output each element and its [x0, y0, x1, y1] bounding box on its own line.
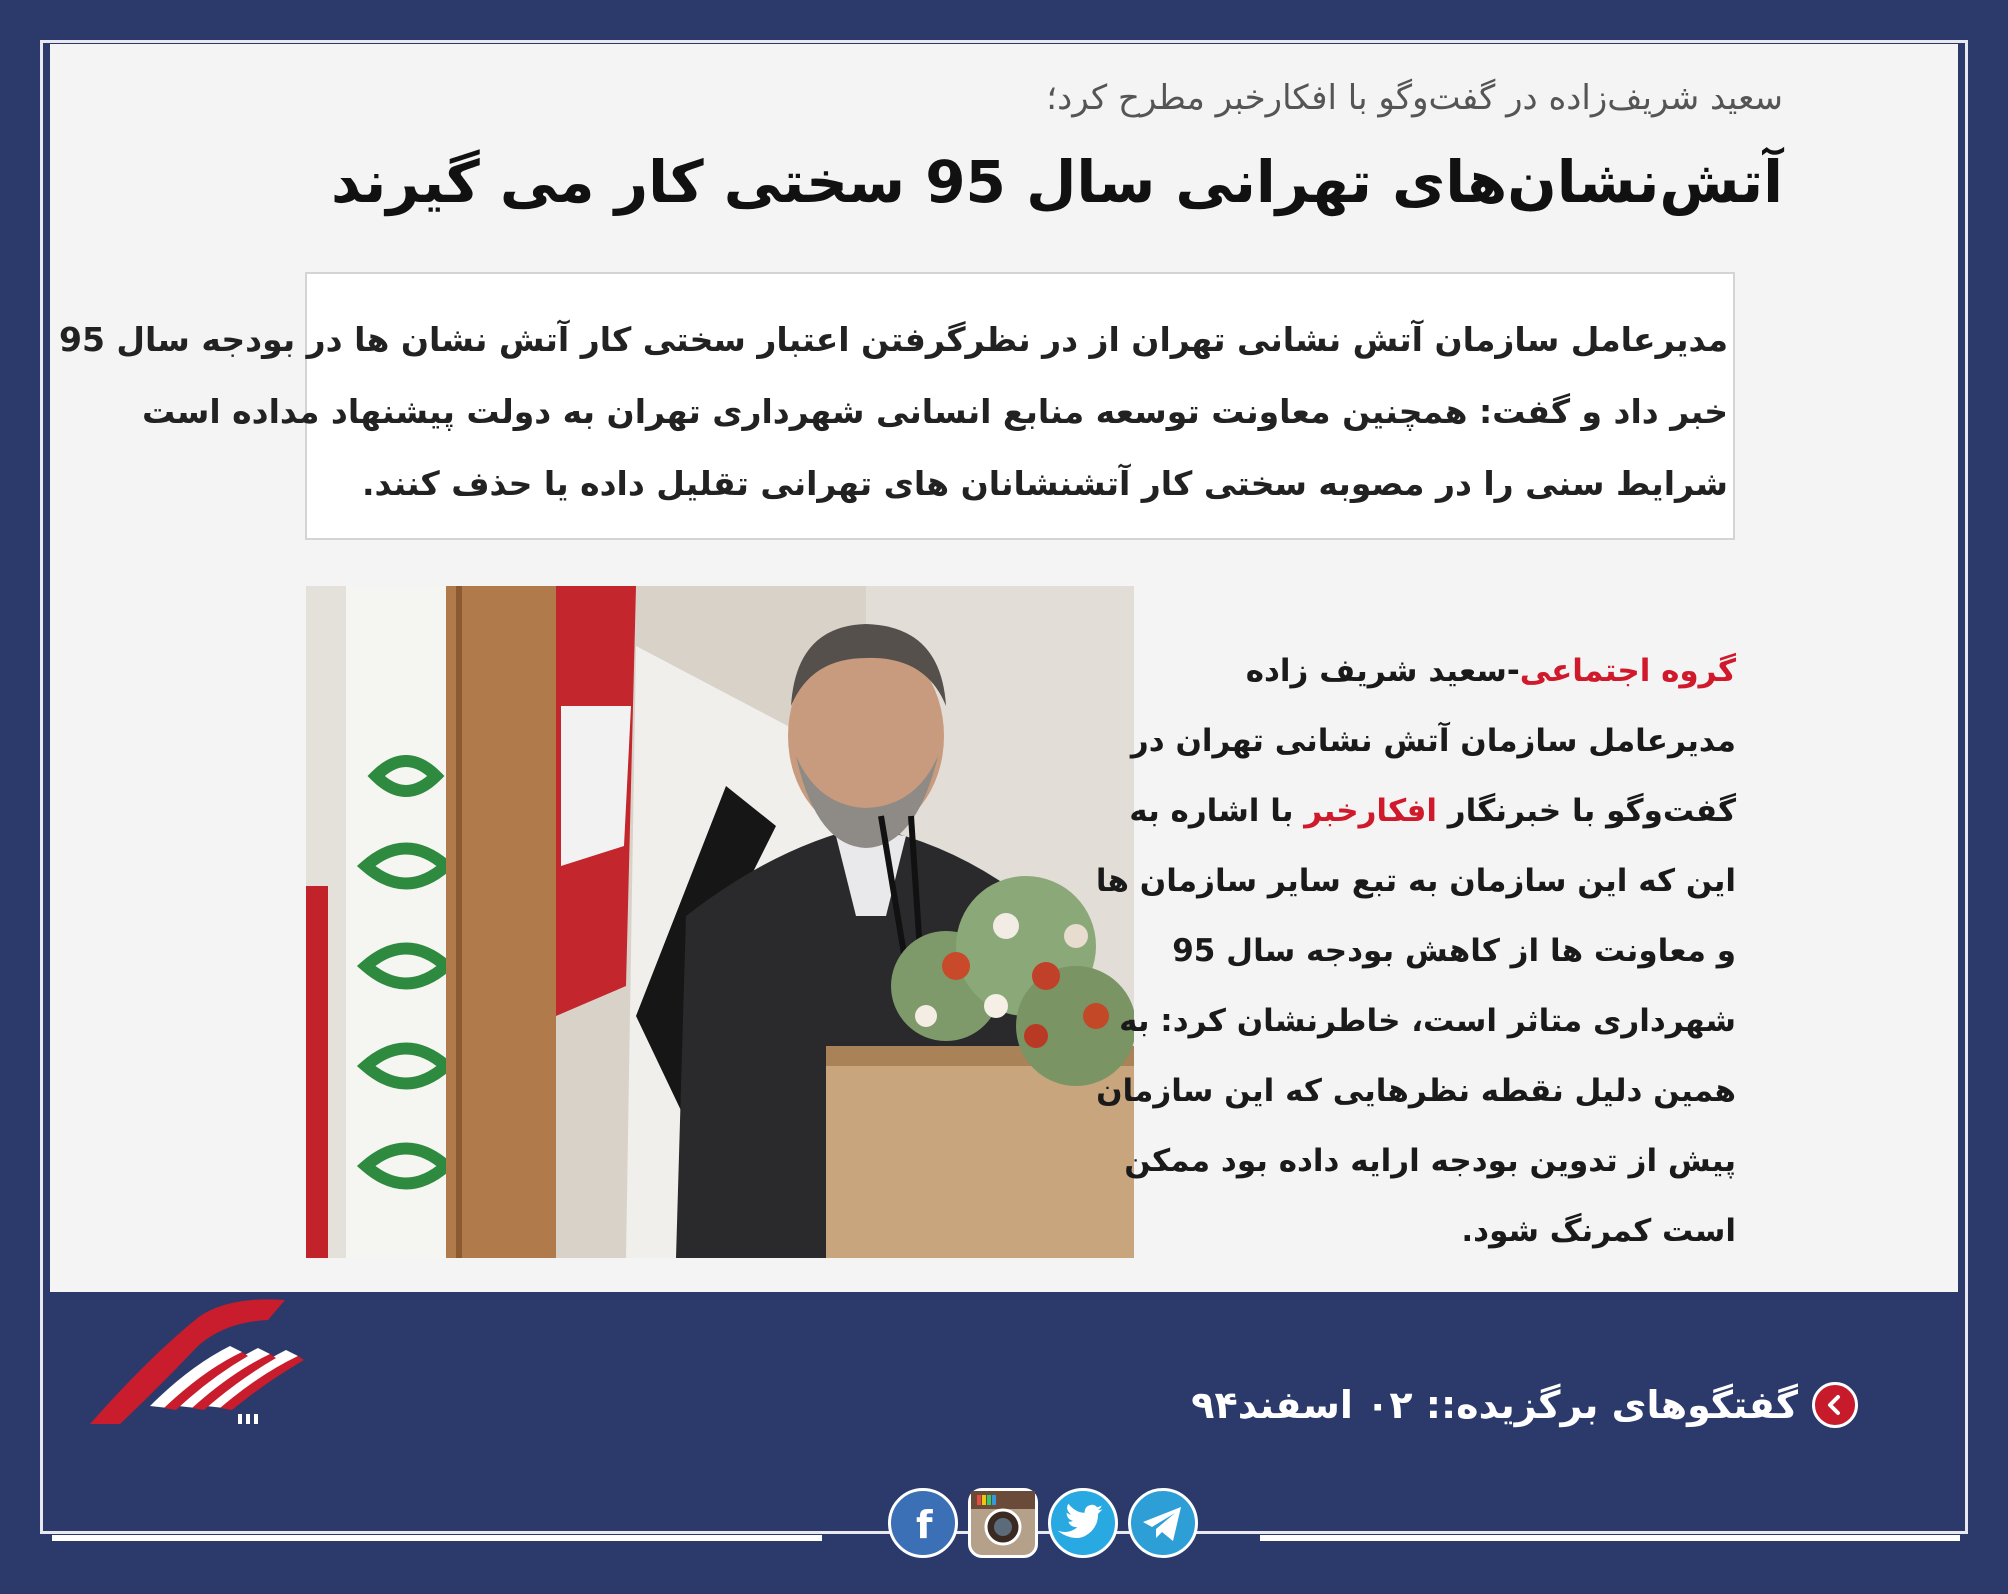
article-lead: [58, 304, 1728, 520]
article-kicker: سعید شریف‌زاده در گفت‌وگو با افکارخبر مطرح کرد؛: [1046, 78, 1783, 118]
group-label: گروه اجتماعی: [1519, 653, 1736, 689]
body-line: مدیرعامل سازمان آتش نشانی تهران در: [1130, 723, 1736, 759]
instagram-icon[interactable]: [968, 1488, 1038, 1558]
facebook-icon[interactable]: [888, 1488, 958, 1558]
article-headline: آتش‌نشان‌های تهرانی سال 95 سختی کار می گیرند: [330, 148, 1783, 216]
speaker-photo-illustration: [306, 586, 1134, 1258]
article-photo: [306, 586, 1134, 1258]
body-line: گفت‌وگو با خبرنگار افکارخبر با اشاره به: [1129, 793, 1736, 829]
lead-line: شرایط سنی را در مصوبه سختی کار آتشنشانان های تهرانی تقلیل داده یا حذف کنند.: [361, 464, 1728, 503]
body-line: و معاونت ها از کاهش بودجه سال 95: [1172, 933, 1736, 969]
body-line: همین دلیل نقطه نظرهایی که این سازمان: [1096, 1073, 1736, 1109]
body-line: است کمرنگ شود.: [1461, 1213, 1736, 1249]
lead-line: مدیرعامل سازمان آتش نشانی تهران از در نظرگرفتن اعتبار سختی کار آتش نشان ها در بودجه سال 95: [58, 320, 1728, 359]
twitter-icon[interactable]: [1048, 1488, 1118, 1558]
section-arrow-icon: [1812, 1382, 1858, 1428]
telegram-icon[interactable]: [1128, 1488, 1198, 1558]
body-line: این که این سازمان به تبع سایر سازمان ها: [1095, 863, 1736, 899]
brand-link[interactable]: افکارخبر: [1304, 793, 1438, 829]
article-body: [1095, 636, 1736, 1266]
featured-section-title: [1191, 1382, 1858, 1428]
svg-text:f: f: [916, 1503, 933, 1547]
body-line: گروه اجتماعی-سعید شریف زاده: [1245, 653, 1736, 689]
footer-divider-right: [1260, 1535, 1960, 1541]
footer-divider-left: [52, 1535, 822, 1541]
brand-logo-icon: [80, 1296, 310, 1428]
body-line: پیش از تدوین بودجه ارایه داده بود ممکن: [1124, 1143, 1736, 1179]
section-title-text: گفتگوهای برگزیده:: ۰۲ اسفند۹۴: [1191, 1383, 1798, 1427]
lead-line: خبر داد و گفت: همچنین معاونت توسعه منابع انسانی شهرداری تهران به دولت پیشنهاد مداده است: [142, 392, 1728, 431]
body-line: شهرداری متاثر است، خاطرنشان کرد: به: [1119, 1003, 1736, 1039]
